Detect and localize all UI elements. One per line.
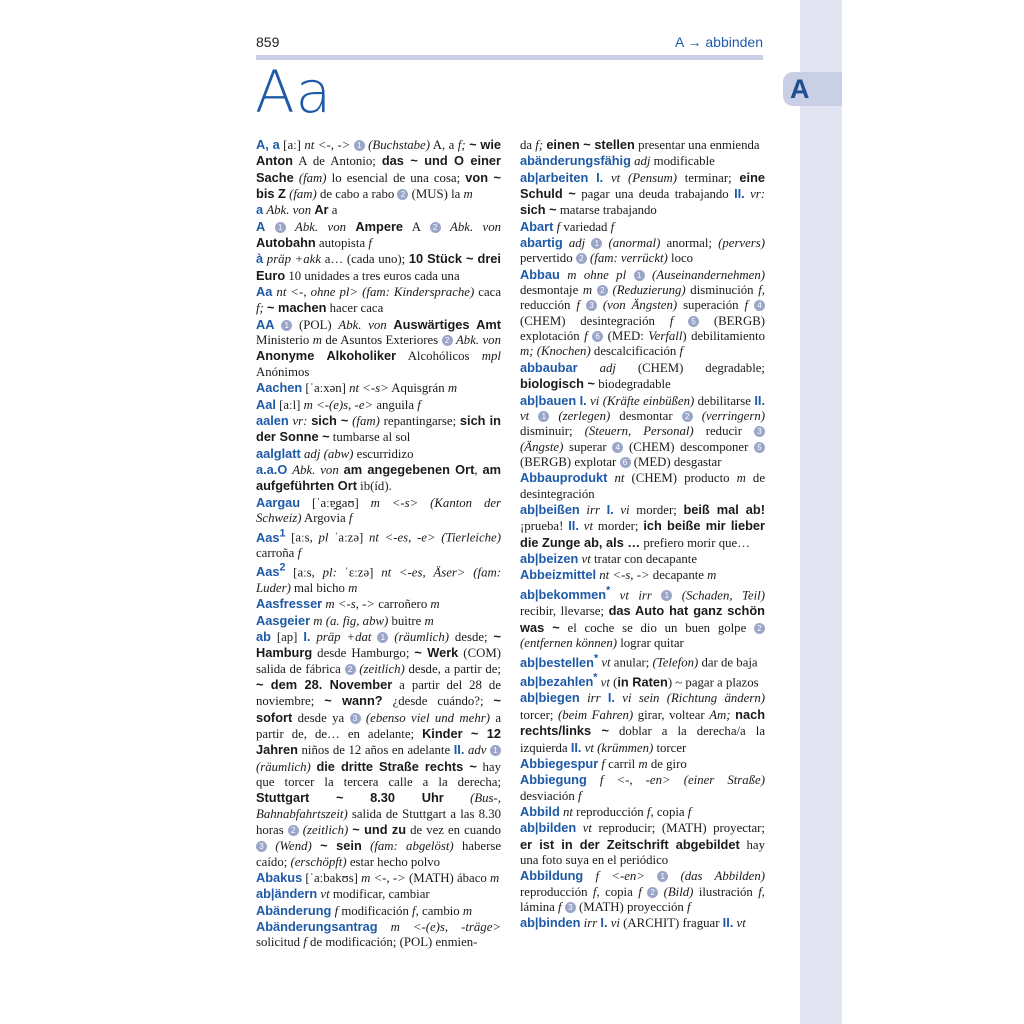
- dictionary-entry: ab|bezahlen* vt (in Raten) ~ pagar a plazos: [520, 671, 759, 690]
- dictionary-entry: A, a [aː] nt <-, -> 1 (Buchstabe) A, a f; ~ wie Anton A de Antonio; das ~ und O einer Sache (fam) lo esencial de una cosa; von ~ bis Z (fam) de cabo a rabo 2 (MUS) la m: [256, 137, 501, 202]
- dictionary-entry: Aa nt <-, ohne pl> (fam: Kindersprache) caca f; ~ machen hacer caca: [256, 284, 502, 316]
- dictionary-entry: da f; einen ~ stellen presentar una enmienda: [520, 137, 760, 152]
- section-letter: Aa: [255, 58, 333, 126]
- dictionary-entry: abartig adj 1 (anormal) anormal; (pervers) pervertido 2 (fam: verrückt) loco: [520, 235, 766, 266]
- dictionary-entry: Abart f variedad f: [520, 218, 615, 234]
- dictionary-entry: Aas$^1$ [aːs, pl ˈaːzə] nt <-es, -e> (Tierleiche) carroña f: [256, 527, 501, 560]
- dictionary-entry: Abänderungsantrag m <-(e)s, -träge> solicitud f de modificación; (POL) enmien-: [256, 919, 502, 950]
- dictionary-entry: aalen vr: sich ~ (fam) repantingarse; sich in der Sonne ~ tumbarse al sol: [256, 412, 501, 445]
- dictionary-entry: ab|ändern vt modificar, cambiar: [256, 886, 430, 902]
- dictionary-entry: Aachen [ˈaːxən] nt <-s> Aquisgrán m: [256, 380, 458, 396]
- dictionary-entry: ab|beizen vt tratar con decapante: [520, 550, 698, 566]
- dictionary-entry: Abbild nt reproducción f, copia f: [520, 803, 692, 819]
- dictionary-entry: abänderungsfähig adj modificable: [520, 153, 715, 169]
- left-column: [256, 137, 501, 951]
- dictionary-entry: ab|biegen irr I. vi sein (Richtung ändern) torcer; (beim Fahren) girar, voltear Am; nach rechts/links ~ doblar a la derecha/a la izquierda II. vt (krümmen) torcer: [520, 690, 766, 755]
- dictionary-entry: aalglatt adj (abw) escurridizo: [256, 445, 414, 461]
- dictionary-entry: Abänderung f modificación f, cambio m: [256, 902, 473, 918]
- dictionary-entry: Abbau m ohne pl 1 (Auseinandernehmen) desmontaje m 2 (Reduzierung) disminución f, reducción f 3 (von Ängsten) superación f 4 (CHEM) desintegración f 5 (BERGB) explotación f 6 (MED: Verfall) debilitamiento m; (Knochen) descalcificación f: [520, 266, 766, 359]
- dictionary-entry: Aal [aːl] m <-(e)s, -e> anguila f: [256, 396, 421, 412]
- dictionary-entry: Abbiegespur f carril m de giro: [520, 755, 687, 771]
- dictionary-entry: ab|bauen I. vi (Kräfte einbüßen) debilitarse II. vt 1 (zerlegen) desmontar 2 (verringern) disminuir; (Steuern, Personal) reducir 3 (Ängste) superar 4 (CHEM) descomponer 5 (BERGB) explotar 6 (MED) desgastar: [520, 392, 765, 469]
- dictionary-entry: à präp +akk a… (cada uno); 10 Stück ~ drei Euro 10 unidades a tres euros cada una: [256, 251, 501, 283]
- dictionary-entry: Abbeizmittel nt <-s, -> decapante m: [520, 567, 717, 583]
- thumb-index-letter: A: [790, 74, 810, 104]
- right-column: [520, 137, 765, 932]
- dictionary-entry: Aargau [ˈaːɐ̯gaʊ] m <-s> (Kanton der Schweiz) Argovia f: [256, 494, 502, 525]
- dictionary-entry: A 1 Abk. von Ampere A 2 Abk. von Autobahn autopista f: [256, 218, 502, 251]
- running-head: A → abbinden: [675, 34, 763, 50]
- dictionary-entry: abbaubar adj (CHEM) degradable; biologisch ~ biodegradable: [520, 359, 765, 392]
- dictionary-entry: Aasfresser m <-s, -> carroñero m: [256, 596, 440, 612]
- dictionary-entry: AA 1 (POL) Abk. von Auswärtiges Amt Ministerio m de Asuntos Exteriores 2 Abk. von Anonyme Alkoholiker Alcohólicos mpl Anónimos: [256, 316, 501, 379]
- page-number: 859: [256, 34, 280, 50]
- dictionary-entry: ab|bestellen* vt anular; (Telefon) dar de baja: [520, 652, 758, 670]
- dictionary-entry: ab|beißen irr I. vi morder; beiß mal ab! ¡prueba! II. vt morder; ich beiße mir lieber die Zunge ab, als … prefiero morir que…: [520, 501, 766, 550]
- dictionary-entry: Abakus [ˈaːbakʊs] m <-, -> (MATH) ábaco m: [256, 870, 500, 885]
- dictionary-entry: ab|binden irr I. vi (ARCHIT) fraguar II. vt: [520, 915, 746, 931]
- dictionary-entry: a.a.O Abk. von am angegebenen Ort, am aufgeführten Ort ib(íd).: [256, 461, 502, 494]
- thumb-index-strip: [800, 0, 842, 1024]
- dictionary-entry: Aas$^2$ [aːs, pl: ˈɛːzə] nt <-es, Äser> (fam: Luder) mal bicho m: [256, 562, 501, 595]
- dictionary-entry: a Abk. von Ar a: [256, 202, 338, 218]
- dictionary-entry: ab [ap] I. präp +dat 1 (räumlich) desde; ~ Hamburg desde Hamburgo; ~ Werk (COM) salida de fábrica 2 (zeitlich) desde, a partir de; ~ dem 28. November a partir del 28 de noviembre; ~ wann? ¿desde cuándo?; ~ sofort desde ya 3 (ebenso viel und mehr) a partir de, de… en adelante; Kinder ~ 12 Jahren niños de 12 años en adelante II. adv 1 (räumlich) die dritte Straße rechts ~ hay que torcer la tercera calle a la derecha; Stuttgart ~ 8.30 Uhr (Bus-, Bahnabfahrtszeit) salida de Stuttgart a las 8.30 horas 2 (zeitlich) ~ und zu de vez en cuando 3 (Wend) ~ sein (fam: abgelöst) haberse caído; (erschöpft) estar hecho polvo: [256, 628, 502, 869]
- dictionary-entry: Abbildung f <-en> 1 (das Abbilden) reproducción f, copia f 2 (Bild) ilustración f, lámina f 3 (MATH) proyección f: [520, 868, 766, 914]
- dictionary-entry: Aasgeier m (a. fig, abw) buitre m: [256, 612, 434, 628]
- dictionary-entry: ab|arbeiten I. vt (Pensum) terminar; eine Schuld ~ pagar una deuda trabajando II. vr: sich ~ matarse trabajando: [520, 169, 766, 218]
- dictionary-entry: ab|bilden vt reproducir; (MATH) proyectar; er ist in der Zeitschrift abgebildet hay una foto suya en el periódico: [520, 820, 765, 867]
- dictionary-entry: Abbauprodukt nt (CHEM) producto m de desintegración: [520, 470, 766, 501]
- dictionary-entry: ab|bekommen* vt irr 1 (Schaden, Teil) recibir, llevarse; das Auto hat ganz schön was ~ el coche se dio un buen golpe 2 (entfernen können) lograr quitar: [520, 584, 765, 650]
- dictionary-entry: Abbiegung f <-, -en> (einer Straße) desviación f: [520, 772, 765, 803]
